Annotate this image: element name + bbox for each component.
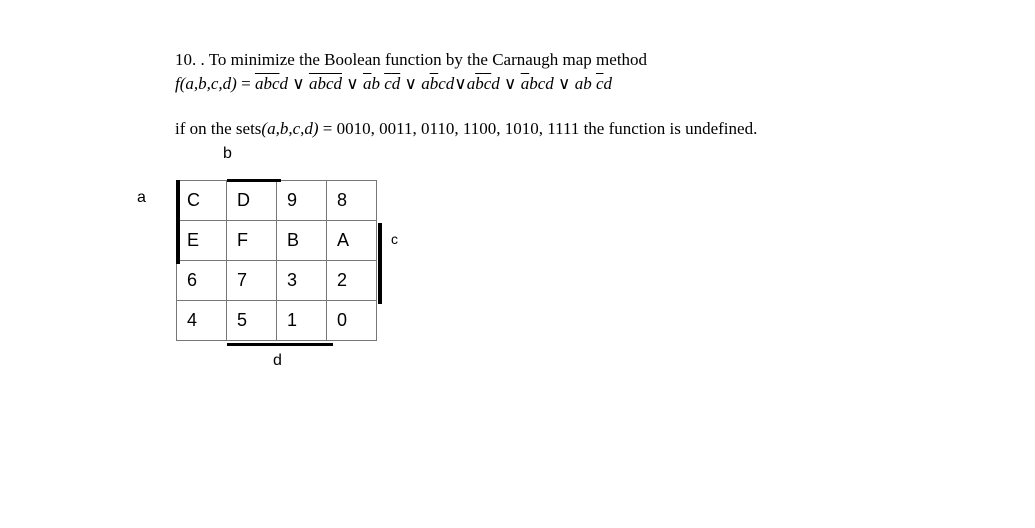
kmap-cell: 2 bbox=[327, 261, 377, 301]
or-sign: ∨ bbox=[287, 74, 309, 93]
undefined-sets-statement: if on the sets(a,b,c,d) = 0010, 0011, 0110, 1100, 1010, 1111 the function is undefined. bbox=[175, 119, 758, 138]
kmap-label-a: a bbox=[137, 189, 146, 206]
kmap-cell: 6 bbox=[177, 261, 227, 301]
kmap-label-b: b bbox=[223, 145, 232, 162]
boolean-formula bbox=[175, 74, 612, 94]
kmap-cell: 4 bbox=[177, 301, 227, 341]
variable-d-bar bbox=[227, 343, 333, 346]
or-sign: ∨ bbox=[454, 74, 467, 93]
term-3: $\overline{a}b$ $\overline{c}\overline{d}$ bbox=[362, 74, 401, 93]
variable-a-bar bbox=[176, 180, 180, 264]
kmap-cell: 9 bbox=[277, 181, 327, 221]
term-2: $\overline{a}\overline{b}\overline{c}\overline{d}$ bbox=[308, 74, 342, 93]
kmap-cell: 3 bbox=[277, 261, 327, 301]
kmap-cell: C bbox=[177, 181, 227, 221]
formula-lhs: f(a,b,c,d) bbox=[175, 74, 237, 93]
term-1: $\overline{a}\overline{b}\overline{c}d$ bbox=[254, 74, 288, 93]
kmap-cell: E bbox=[177, 221, 227, 261]
kmap-cell: 5 bbox=[227, 301, 277, 341]
formula-equals: = bbox=[236, 74, 255, 93]
or-sign: ∨ bbox=[499, 74, 521, 93]
kmap-row bbox=[177, 181, 377, 221]
kmap-cell: 8 bbox=[327, 181, 377, 221]
kmap-row bbox=[177, 301, 377, 341]
or-sign: ∨ bbox=[400, 74, 422, 93]
kmap-cell: B bbox=[277, 221, 327, 261]
term-6: $\overline{a}bcd$ bbox=[520, 74, 554, 93]
or-sign: ∨ bbox=[553, 74, 575, 93]
kmap-cell: 1 bbox=[277, 301, 327, 341]
kmap-label-d: d bbox=[273, 352, 282, 369]
kmap-cell: A bbox=[327, 221, 377, 261]
problem-title: 10. . To minimize the Boolean function by the Carnaugh map method bbox=[175, 50, 648, 69]
or-sign: ∨ bbox=[341, 74, 363, 93]
term-7: ab $\overline{c}d$ bbox=[574, 74, 612, 93]
kmap-cell: D bbox=[227, 181, 277, 221]
kmap-cell: 7 bbox=[227, 261, 277, 301]
karnaugh-map bbox=[176, 180, 377, 341]
variable-b-bar bbox=[227, 179, 281, 182]
kmap-row bbox=[177, 261, 377, 301]
variable-c-bar bbox=[378, 223, 382, 304]
kmap-cell: F bbox=[227, 221, 277, 261]
kmap-label-c: c bbox=[391, 231, 398, 247]
term-4: $a\overline{b}cd$ bbox=[421, 74, 455, 93]
kmap-row bbox=[177, 221, 377, 261]
kmap-cell: 0 bbox=[327, 301, 377, 341]
term-5: $a\overline{b}\overline{c}d$ bbox=[466, 74, 500, 93]
